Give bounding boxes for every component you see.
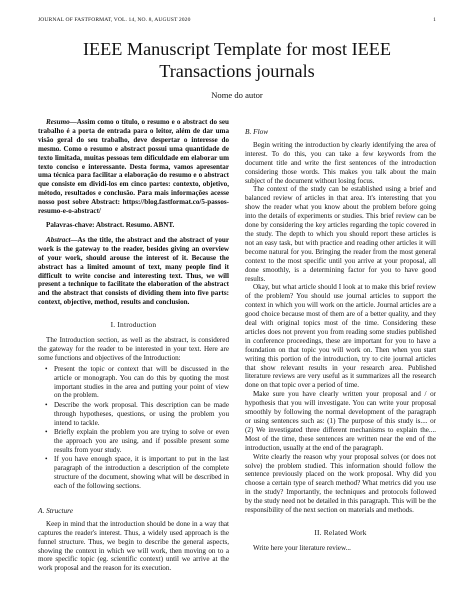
introduction-paragraph: The Introduction section, as well as the abstract, is considered the gateway for the reader to be interested in your text. Here are some functions and objectives of the Introduction: [38, 336, 229, 362]
section-heading-related-work: II. Related Work [314, 527, 367, 537]
journal-header: JOURNAL OF FASTFORMAT, VOL. 14, NO. 8, AUGUST 2020 [38, 17, 191, 23]
section-heading-introduction: I. Introduction [110, 320, 157, 330]
flow-paragraph: Okay, but what article should I look at to make this brief review of the problem? You should use journal articles to support the context in which you will work on the article. Journal articles are a good choice because most of them are of a better quality, and they deal with original topics most of the time. Considering these articles does not prevent you from reading some studies published in conference proceedings, these are important for you to have a foundation on that topic you will work on. Then when you start writing this portion of the introduction, try to cite journal articles that show relevant results in your research area. Published literature reviews are very useful as it summarizes all the research done on that topic over a period of time. [245, 283, 436, 390]
bullet-icon: • [45, 455, 48, 464]
right-column [245, 128, 436, 553]
related-work-paragraph: Write here your literature review... [253, 543, 351, 552]
bullet-icon: • [45, 428, 48, 437]
abstract-text: —As the title, the abstract and the abstract of your work is the gateway to the reader, besides giving an overview of your work, should arouse the interest of it. Because the abstract has a limited amount of text, many people find it difficult to write concise and interesting text. Thus, we will present a technique to facilitate the elaboration of the abstract and the abstract that consists of dividing them into five parts: context, objective, method, results and conclusion. [38, 235, 229, 307]
subsection-heading-structure: A. Structure [38, 505, 73, 515]
list-item: • If you have enough space, it is important to put in the last paragraph of the introduction a description of the complete structure of the document, showing what will be described in each of the following sections. [45, 455, 229, 491]
author-name: Nome do autor [211, 90, 263, 100]
flow-paragraph: Make sure you have clearly written your proposal and / or hypothesis that you will investigate. You can write your proposal smoothly by following the normal development of the paragraph or using sentences such as: (1) The purpose of this study is.... or (2) We investigated three different mechanisms to explain the.... Most of the time, these sentences are written near the end of the introduction, usually at the end of the paragraph. [245, 390, 436, 452]
list-item: • Describe the work proposal. This description can be made through hypotheses, questions, or using the problem you intend to tackle. [45, 400, 229, 427]
resumo-text: —Assim como o título, o resumo e o abstract do seu trabalho é a porta de entrada para o leitor, além de dar uma visão geral do seu trabalho, deve despertar o interesse do mesmo. Como o resumo e abstract possui uma quantidade de texto limitada, muitas pessoas tem dificuldade em elaborar um texto conciso e interessante. Desta forma, vamos apresentar uma técnica para facilitar a elaboração do resumo e o abstract que consiste em dividi-los em cinco partes: contexto, objetivo, método, resultados e conclusão. Para mais informações acesse nosso post sobre Abstract: https://blog.fastformat.co/5-passos-resumo-e-o-abstract/ [38, 118, 229, 216]
list-item: • Briefly explain the problem you are trying to solve or even the approach you are using, and if possible present some results from your study. [45, 428, 229, 454]
flow-paragraph: Begin writing the introduction by clearly identifying the area of interest. To do this, you can take a few keywords from the document title and write the first sentences of the introduction considering those words. This makes you talk about the main subject of the document without losing focus. [245, 140, 436, 185]
resumo-label: Resumo [46, 118, 70, 126]
bullet-icon: • [45, 364, 48, 373]
flow-paragraph: Write clearly the reason why your proposal solves (or does not solve) the problem studied. This information should follow the sentence previously placed on the work proposal. Why did you choose a certain type of search method? What metrics did you use in the study? Importantly, the techniques and protocols followed by the study need not be detailed in this paragraph. This will be the responsibility of the next section on materials and methods. [245, 452, 436, 515]
abstract-paragraph [38, 236, 229, 307]
subsection-heading-flow: B. Flow [245, 127, 269, 136]
structure-paragraph: Keep in mind that the introduction should be done in a way that captures the reader's interest. Thus, a widely used approach is the funnel structure. Thus, we begin to describe the general aspects, showing the context in which we will work, then moving on to a more specific topic (eg. scientific context) until we arrive at the work proposal and the reason for its execution. [38, 519, 229, 573]
list-item: • Present the topic or context that will be discussed in the article or monograph. You can do this by quoting the most important studies in the area and putting your point of view on the problem. [45, 364, 229, 400]
paper-title: IEEE Manuscript Template for most IEEE Transactions journals [83, 39, 391, 81]
abstract-label: Abstract [46, 235, 71, 244]
page-number: 1 [433, 17, 436, 23]
resumo-paragraph [38, 118, 229, 216]
left-column [38, 118, 229, 573]
introduction-bullets [38, 365, 229, 491]
palavras-chave: Palavras-chave: Abstract. Resumo. ABNT. [46, 220, 175, 229]
bullet-icon: • [45, 400, 48, 409]
running-header [38, 17, 436, 27]
flow-paragraph: The context of the study can be established using a brief and balanced review of articles in that area. It's interesting that you show the reader what you know about the problem before going into the details of experiments or studies. This brief review can be done by considering the key articles regarding the topic covered in the study. The depth to which you should report these articles is not an easy task, but with practice and reading other articles it will become natural for you. Bringing the reader from the most general context to the most specific until you arrive at your proposal, all done smoothly, is a determining factor for you to have good results. [245, 185, 436, 283]
